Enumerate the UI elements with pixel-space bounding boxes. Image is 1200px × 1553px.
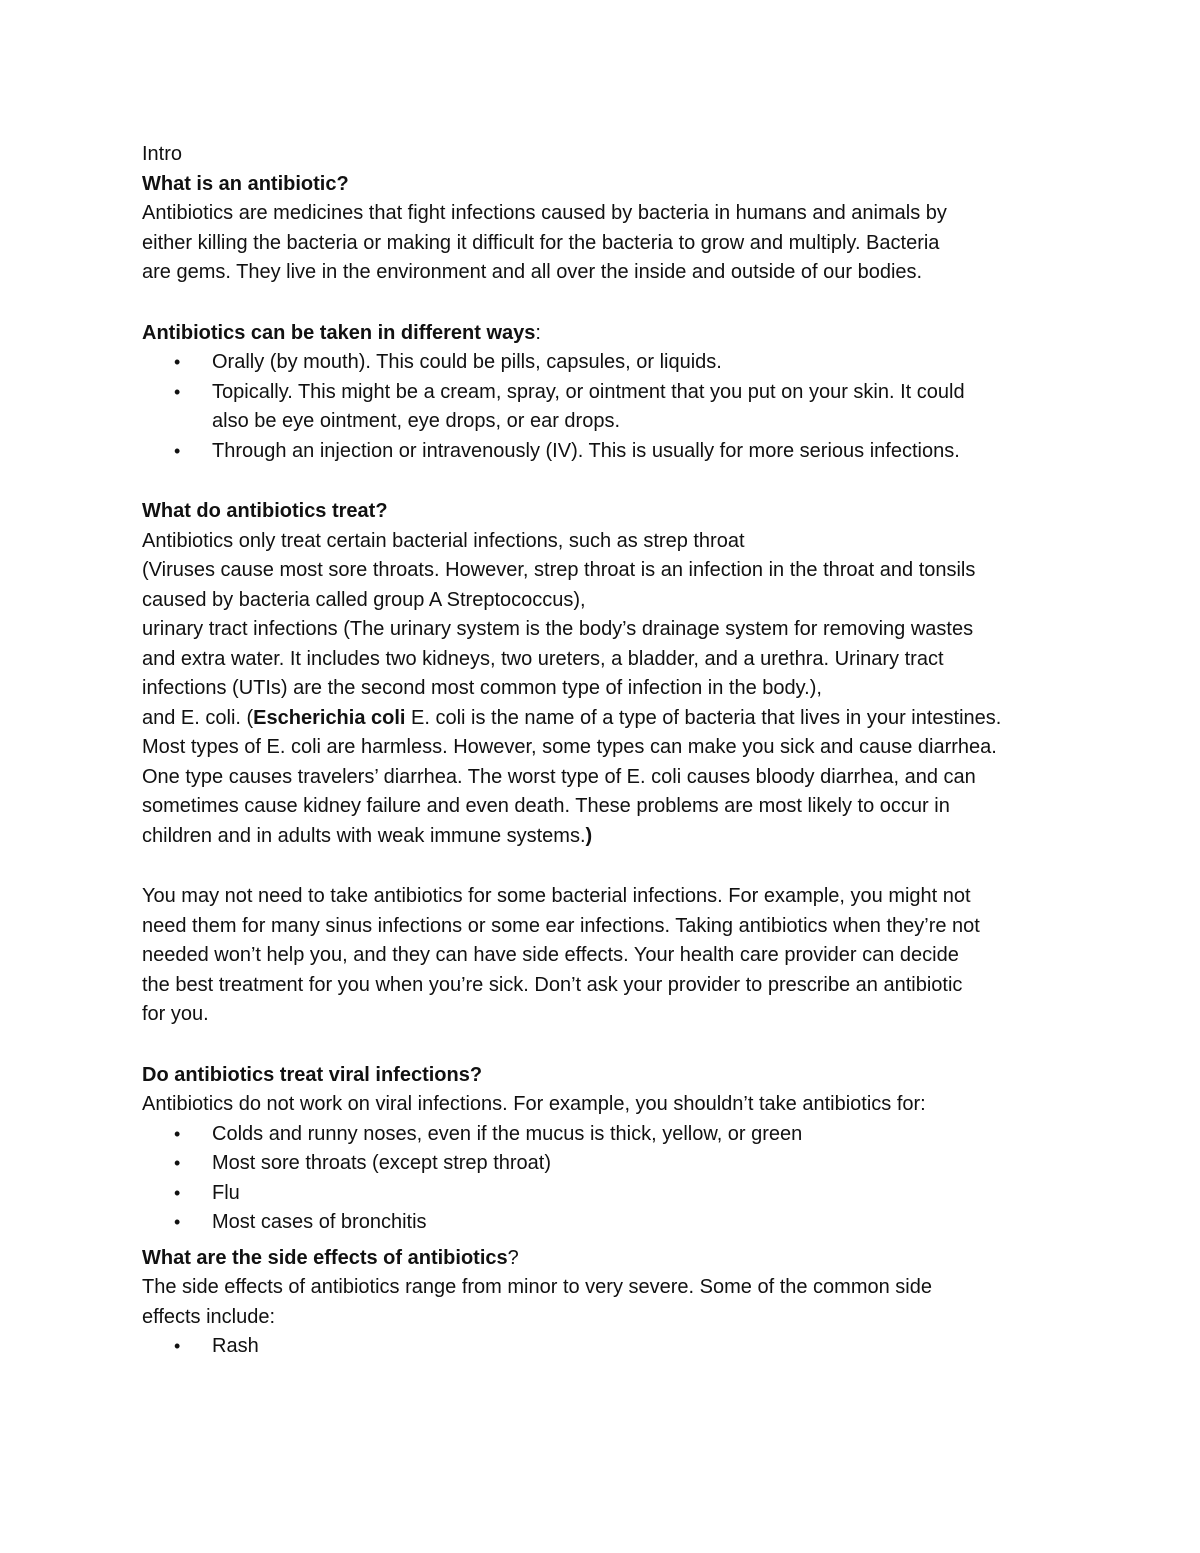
list-item-text: Colds and runny noses, even if the mucus is thick, yellow, or green bbox=[212, 1122, 803, 1145]
paragraph-line: the best treatment for you when you’re sick. Don’t ask your provider to prescribe an antibiotic bbox=[142, 973, 963, 996]
paragraph-line: urinary tract infections (The urinary system is the body’s drainage system for removing wastes bbox=[142, 618, 974, 640]
list-item-text: Orally (by mouth). This could be pills, capsules, or liquids. bbox=[212, 351, 722, 373]
list-item bbox=[142, 378, 1062, 437]
bullet-icon: • bbox=[174, 1182, 181, 1203]
heading-side-effects-text: What are the side effects of antibiotics bbox=[142, 1246, 508, 1269]
bullet-icon: • bbox=[174, 1153, 181, 1173]
paragraph-line: and extra water. It includes two kidneys, two ureters, a bladder, and a urethra. Urinary tract bbox=[142, 647, 944, 670]
intro-title: Intro bbox=[142, 143, 183, 165]
paragraph-line: either killing the bacteria or making it difficult for the bacteria to grow and multiply. Bacteria bbox=[142, 231, 940, 254]
ecoli-last: children and in adults with weak immune systems. bbox=[142, 824, 586, 847]
list-item-text: Flu bbox=[212, 1181, 240, 1204]
heading-side-effects-suffix: ? bbox=[507, 1246, 519, 1269]
heading-viral: Do antibiotics treat viral infections? bbox=[142, 1063, 483, 1086]
paragraph-line: infections (UTIs) are the second most common type of infection in the body.), bbox=[142, 677, 822, 699]
paragraph-line: Antibiotics do not work on viral infections. For example, you shouldn’t take antibiotics for: bbox=[142, 1093, 926, 1115]
ecoli-rest: E. coli is the name of a type of bacteria that lives in your intestines. bbox=[405, 706, 1002, 729]
paragraph-line: are gems. They live in the environment and all over the inside and outside of our bodies. bbox=[142, 261, 923, 283]
bullet-icon: • bbox=[174, 440, 181, 461]
paragraph-line: needed won’t help you, and they can have side effects. Your health care provider can decide bbox=[142, 944, 959, 966]
paragraph-line: effects include: bbox=[142, 1305, 276, 1328]
document-page bbox=[142, 140, 1062, 1362]
list-item-text: Rash bbox=[212, 1335, 259, 1357]
paragraph-line: (Viruses cause most sore throats. However, strep throat is an infection in the throat and tonsils bbox=[142, 559, 976, 581]
list-item bbox=[142, 1179, 1062, 1209]
heading-what-is-antibiotic: What is an antibiotic? bbox=[142, 172, 349, 195]
list-item bbox=[142, 1208, 1062, 1238]
list-item-text: Most sore throats (except strep throat) bbox=[212, 1152, 552, 1174]
bullet-icon: • bbox=[174, 381, 181, 402]
ecoli-close: ) bbox=[585, 824, 593, 847]
paragraph-line: for you. bbox=[142, 1003, 209, 1025]
list-item-text: Through an injection or intravenously (IV). This is usually for more serious infections. bbox=[212, 439, 960, 462]
side-effects-list bbox=[142, 1332, 1062, 1362]
list-item-text: Most cases of bronchitis bbox=[212, 1211, 427, 1233]
list-item bbox=[142, 1332, 1062, 1362]
paragraph-line: You may not need to take antibiotics for some bacterial infections. For example, you might not bbox=[142, 885, 971, 907]
paragraph-line: sometimes cause kidney failure and even death. These problems are most likely to occur in bbox=[142, 795, 950, 817]
ways-list bbox=[142, 348, 1062, 466]
paragraph-line: Most types of E. coli are harmless. However, some types can make you sick and cause diarrhea. bbox=[142, 736, 997, 758]
bullet-icon: • bbox=[174, 352, 181, 372]
bullet-icon: • bbox=[174, 1336, 181, 1356]
paragraph-line: need them for many sinus infections or some ear infections. Taking antibiotics when they’re not bbox=[142, 914, 980, 937]
paragraph-line: Antibiotics are medicines that fight infections caused by bacteria in humans and animals by bbox=[142, 202, 947, 224]
list-item-text: also be eye ointment, eye drops, or ear drops. bbox=[212, 410, 621, 432]
paragraph-line bbox=[142, 822, 1062, 852]
list-item bbox=[142, 1149, 1062, 1179]
list-item-text: Topically. This might be a cream, spray, or ointment that you put on your skin. It could bbox=[212, 380, 965, 403]
paragraph-line-ecoli bbox=[142, 704, 1062, 734]
heading-side-effects bbox=[142, 1244, 1062, 1274]
paragraph-line: The side effects of antibiotics range from minor to very severe. Some of the common side bbox=[142, 1276, 932, 1298]
viral-list bbox=[142, 1120, 1062, 1238]
ecoli-prefix: and E. coli. ( bbox=[142, 706, 254, 729]
list-item bbox=[142, 348, 1062, 378]
heading-ways bbox=[142, 319, 1062, 349]
ecoli-scientific-name: Escherichia coli bbox=[253, 706, 406, 729]
heading-what-treat: What do antibiotics treat? bbox=[142, 500, 388, 522]
heading-ways-text: Antibiotics can be taken in different ways bbox=[142, 321, 536, 344]
list-item bbox=[142, 437, 1062, 467]
list-item bbox=[142, 1120, 1062, 1150]
paragraph-line: One type causes travelers’ diarrhea. The worst type of E. coli causes bloody diarrhea, and can bbox=[142, 765, 976, 788]
paragraph-line: caused by bacteria called group A Streptococcus), bbox=[142, 588, 586, 611]
paragraph-line: Antibiotics only treat certain bacterial infections, such as strep throat bbox=[142, 529, 745, 552]
bullet-icon: • bbox=[174, 1212, 181, 1232]
bullet-icon: • bbox=[174, 1123, 181, 1144]
heading-ways-suffix: : bbox=[535, 321, 541, 344]
